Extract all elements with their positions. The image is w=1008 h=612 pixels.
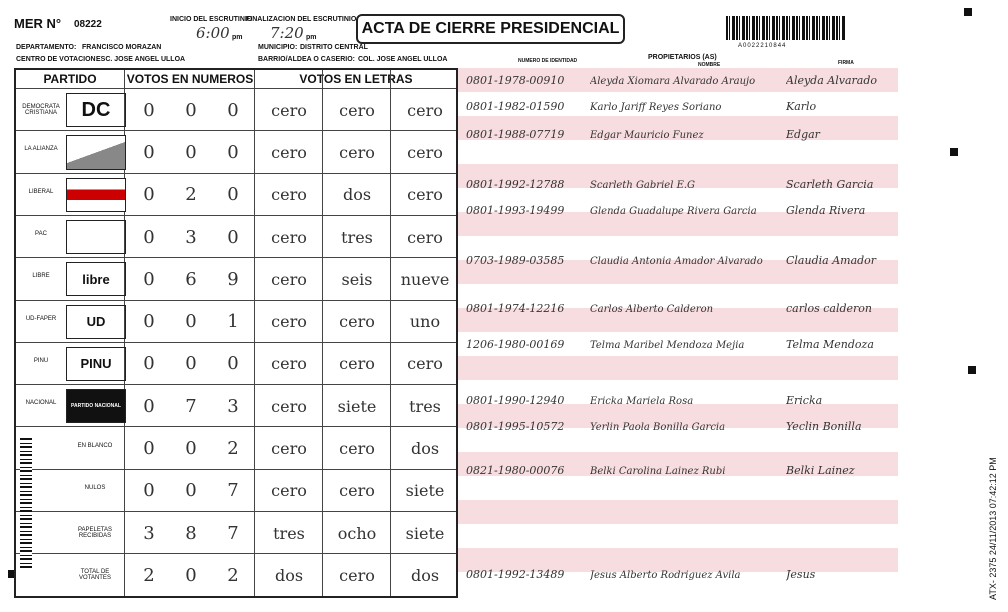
votes-number-cell: 0 xyxy=(185,438,197,460)
end-time: 7:20 xyxy=(270,24,304,42)
start-time: 6:00 xyxy=(196,24,230,42)
member-id: 0801-1982-01590 xyxy=(466,100,565,113)
end-ampm: pm xyxy=(306,34,317,41)
votes-words-cell: siete xyxy=(405,523,445,543)
table-row xyxy=(16,215,456,258)
start-label: INICIO DEL ESCRUTINIO xyxy=(170,16,253,23)
votes-words-cell: ocho xyxy=(337,523,377,543)
table-row xyxy=(16,342,456,385)
votes-words-cell: siete xyxy=(405,481,445,501)
party-logo xyxy=(66,347,126,381)
votes-number-cell: 0 xyxy=(227,353,239,375)
party-logo xyxy=(66,220,126,254)
votes-number-cell: 2 xyxy=(185,184,197,206)
votes-number-cell: 7 xyxy=(227,522,239,544)
centro-value: ESC. JOSE ANGEL ULLOA xyxy=(96,56,186,63)
member-signature: Ericka xyxy=(786,394,823,407)
member-id: 1206-1980-00169 xyxy=(466,338,565,351)
member-name: Ericka Mariela Rosa xyxy=(590,396,694,407)
votes-words-cell: dos xyxy=(410,439,440,459)
votes-number-cell: 0 xyxy=(143,395,155,417)
end-label: FINALIZACION DEL ESCRUTINIO xyxy=(246,16,357,23)
member-id: 0801-1974-12216 xyxy=(466,302,565,315)
member-signature: Telma Mendoza xyxy=(786,338,874,351)
votes-words-cell: cero xyxy=(271,227,307,247)
votes-words-cell: tres xyxy=(409,396,441,416)
votes-words-cell: cero xyxy=(339,354,375,374)
votes-number-cell: 0 xyxy=(185,353,197,375)
member-id: 0703-1989-03585 xyxy=(466,254,565,267)
centro-label: CENTRO DE VOTACION: xyxy=(16,56,98,63)
member-signature: Jesus xyxy=(786,568,816,581)
votes-number-cell: 0 xyxy=(143,141,155,163)
table-row xyxy=(16,384,456,427)
votes-number-cell: 2 xyxy=(227,564,239,586)
barcode-number: A0022210844 xyxy=(738,43,787,49)
table-row xyxy=(16,426,456,469)
table-row xyxy=(16,511,456,554)
form-stripe xyxy=(458,356,898,380)
votes-words-cell: dos xyxy=(342,185,372,205)
member-row xyxy=(466,302,896,315)
member-id: 0801-1995-10572 xyxy=(466,420,565,433)
votes-words-cell: cero xyxy=(271,481,307,501)
votes-words-cell: siete xyxy=(337,396,377,416)
votes-number-cell: 0 xyxy=(185,480,197,502)
votes-number-cell: 2 xyxy=(143,564,155,586)
party-logo-text: libre xyxy=(82,271,110,287)
votes-number-cell: 0 xyxy=(143,226,155,248)
party-label: UD-FAPER xyxy=(25,315,57,322)
votes-words-cell: cero xyxy=(271,439,307,459)
party-logo xyxy=(66,262,126,296)
party-logo-text: PARTIDO NACIONAL xyxy=(71,403,121,410)
member-row xyxy=(466,204,896,217)
member-signature: Yeclin Bonilla xyxy=(786,420,862,433)
side-stamp-wrap xyxy=(988,440,1002,600)
votes-words-cell: cero xyxy=(271,269,307,289)
member-row xyxy=(466,338,896,351)
votes-words-cell: tres xyxy=(341,227,373,247)
votes-words-cell: cero xyxy=(271,354,307,374)
member-name: Jesus Alberto Rodriguez Avila xyxy=(590,570,741,581)
votes-number-cell: 0 xyxy=(143,311,155,333)
member-row xyxy=(466,74,896,87)
votes-number-cell: 6 xyxy=(185,268,197,290)
votes-words-cell: cero xyxy=(407,142,443,162)
start-ampm: pm xyxy=(232,34,243,41)
member-signature: carlos calderon xyxy=(786,302,873,315)
votes-number-cell: 0 xyxy=(143,268,155,290)
municipio-label: MUNICIPIO: xyxy=(258,44,298,51)
table-row xyxy=(16,88,456,131)
votes-number-cell: 0 xyxy=(185,311,197,333)
department-label: DEPARTAMENTO: xyxy=(16,44,77,51)
col-partido: PARTIDO xyxy=(43,72,97,86)
form-stripe xyxy=(458,500,898,524)
votes-words-cell: cero xyxy=(271,396,307,416)
votes-number-cell: 0 xyxy=(227,226,239,248)
votes-number-cell: 0 xyxy=(143,184,155,206)
member-row xyxy=(466,394,896,407)
col-firma: FIRMA xyxy=(838,60,854,66)
votes-number-cell: 3 xyxy=(143,522,155,544)
votes-number-cell: 0 xyxy=(227,99,239,121)
propietarios-label: PROPIETARIOS (AS) xyxy=(648,54,717,61)
barcode xyxy=(726,16,846,40)
member-signature: Glenda Rivera xyxy=(786,204,866,217)
votes-number-cell: 0 xyxy=(185,141,197,163)
party-label: TOTAL DE VOTANTES xyxy=(79,569,111,582)
member-id: 0801-1992-12788 xyxy=(466,178,565,191)
votes-number-cell: 8 xyxy=(185,522,197,544)
votes-words-cell: dos xyxy=(410,565,440,585)
barrio-value: COL. JOSE ANGEL ULLOA xyxy=(358,56,448,63)
side-barcode xyxy=(20,438,32,568)
member-name: Carlos Alberto Calderon xyxy=(590,304,714,315)
votes-number-cell: 0 xyxy=(143,438,155,460)
votes-number-cell: 2 xyxy=(227,438,239,460)
table-row xyxy=(16,130,456,173)
party-label: PAPELETAS RECIBIDAS xyxy=(77,527,113,540)
party-logo xyxy=(66,305,126,339)
party-logo xyxy=(66,93,126,127)
party-logo-text: PINU xyxy=(80,356,112,372)
member-signature: Scarleth Garcia xyxy=(786,178,874,191)
side-stamp: ATX- 2375 24/11/2013 07:42:12 PM xyxy=(988,457,998,600)
document-title: ACTA DE CIERRE PRESIDENCIAL xyxy=(356,14,625,44)
votes-words-cell: cero xyxy=(271,142,307,162)
member-name: Claudia Antonia Amador Alvarado xyxy=(590,256,763,267)
member-signature: Claudia Amador xyxy=(786,254,877,267)
votes-number-cell: 0 xyxy=(185,99,197,121)
votes-number-cell: 9 xyxy=(227,268,239,290)
table-row xyxy=(16,300,456,343)
member-row xyxy=(466,568,896,581)
table-row xyxy=(16,469,456,512)
members-panel xyxy=(458,54,978,599)
municipio-value: DISTRITO CENTRAL xyxy=(300,44,368,51)
col-nombre: NOMBRE xyxy=(698,62,721,68)
votes-number-cell: 0 xyxy=(185,564,197,586)
table-row xyxy=(16,553,456,596)
vote-table xyxy=(14,68,458,598)
col-identidad: NUMERO DE IDENTIDAD xyxy=(518,58,578,64)
member-name: Glenda Guadalupe Rivera Garcia xyxy=(590,206,757,217)
member-row xyxy=(466,178,896,191)
party-logo xyxy=(66,389,126,423)
party-logo xyxy=(66,178,126,212)
member-id: 0801-1988-07719 xyxy=(466,128,565,141)
member-name: Karlo Jariff Reyes Soriano xyxy=(590,102,722,113)
votes-number-cell: 3 xyxy=(227,395,239,417)
votes-words-cell: uno xyxy=(409,312,441,332)
votes-words-cell: seis xyxy=(341,269,373,289)
party-label: PINU xyxy=(33,357,49,364)
votes-number-cell: 0 xyxy=(143,353,155,375)
col-letras: VOTOS EN LETRAS xyxy=(299,72,413,86)
votes-words-cell: cero xyxy=(271,185,307,205)
member-row xyxy=(466,100,896,113)
member-row xyxy=(466,464,896,477)
party-label: LIBRE xyxy=(32,273,50,280)
votes-words-cell: cero xyxy=(271,100,307,120)
party-logo-text: UD xyxy=(86,314,106,330)
member-name: Scarleth Gabriel E.G xyxy=(590,180,696,191)
votes-number-cell: 0 xyxy=(143,480,155,502)
member-name: Edgar Mauricio Funez xyxy=(590,130,704,141)
votes-words-cell: cero xyxy=(339,100,375,120)
party-label: LA ALIANZA xyxy=(24,146,58,153)
party-label: PAC xyxy=(35,231,47,238)
table-row xyxy=(16,257,456,300)
votes-words-cell: tres xyxy=(273,523,305,543)
votes-words-cell: cero xyxy=(339,142,375,162)
barrio-label: BARRIO/ALDEA O CASERIO: xyxy=(258,56,355,63)
mer-label: MER N° xyxy=(14,16,62,31)
member-id: 0801-1993-19499 xyxy=(466,204,565,217)
votes-words-cell: cero xyxy=(407,354,443,374)
votes-number-cell: 7 xyxy=(227,480,239,502)
votes-number-cell: 7 xyxy=(185,395,197,417)
votes-number-cell: 0 xyxy=(227,184,239,206)
member-id: 0821-1980-00076 xyxy=(466,464,565,477)
member-id: 0801-1992-13489 xyxy=(466,568,565,581)
votes-number-cell: 0 xyxy=(227,141,239,163)
votes-words-cell: nueve xyxy=(400,269,450,289)
votes-words-cell: cero xyxy=(339,439,375,459)
department-value: FRANCISCO MORAZAN xyxy=(82,44,162,51)
party-label: LIBERAL xyxy=(28,188,54,195)
party-logo-text: DC xyxy=(81,98,111,121)
mer-number: 08222 xyxy=(74,19,102,30)
member-signature: Aleyda Alvarado xyxy=(786,74,877,87)
member-name: Yerlin Paola Bonilla Garcia xyxy=(590,422,726,433)
member-name: Telma Maribel Mendoza Mejia xyxy=(590,340,745,351)
votes-number-cell: 3 xyxy=(185,226,197,248)
votes-number-cell: 1 xyxy=(227,311,239,333)
votes-words-cell: cero xyxy=(407,185,443,205)
votes-words-cell: cero xyxy=(339,312,375,332)
table-row xyxy=(16,173,456,216)
registration-mark xyxy=(964,8,972,16)
member-name: Aleyda Xiomara Alvarado Araujo xyxy=(590,76,756,87)
member-row xyxy=(466,254,896,267)
member-row xyxy=(466,420,896,433)
votes-words-cell: cero xyxy=(271,312,307,332)
party-logo xyxy=(66,135,126,169)
votes-number-cell: 0 xyxy=(143,99,155,121)
member-signature: Belki Lainez xyxy=(786,464,855,477)
member-name: Belki Carolina Lainez Rubi xyxy=(590,466,726,477)
party-label: NULOS xyxy=(84,484,106,491)
member-signature: Edgar xyxy=(786,128,820,141)
member-id: 0801-1990-12940 xyxy=(466,394,565,407)
col-numeros: VOTOS EN NUMEROS xyxy=(126,72,254,86)
votes-words-cell: cero xyxy=(339,565,375,585)
party-label: NACIONAL xyxy=(25,400,57,407)
votes-words-cell: dos xyxy=(274,565,304,585)
party-label: DEMOCRATA CRISTIANA xyxy=(22,104,60,117)
member-signature: Karlo xyxy=(786,100,817,113)
votes-words-cell: cero xyxy=(407,227,443,247)
member-row xyxy=(466,128,896,141)
votes-words-cell: cero xyxy=(339,481,375,501)
votes-words-cell: cero xyxy=(407,100,443,120)
party-label: EN BLANCO xyxy=(77,442,113,449)
member-id: 0801-1978-00910 xyxy=(466,74,565,87)
